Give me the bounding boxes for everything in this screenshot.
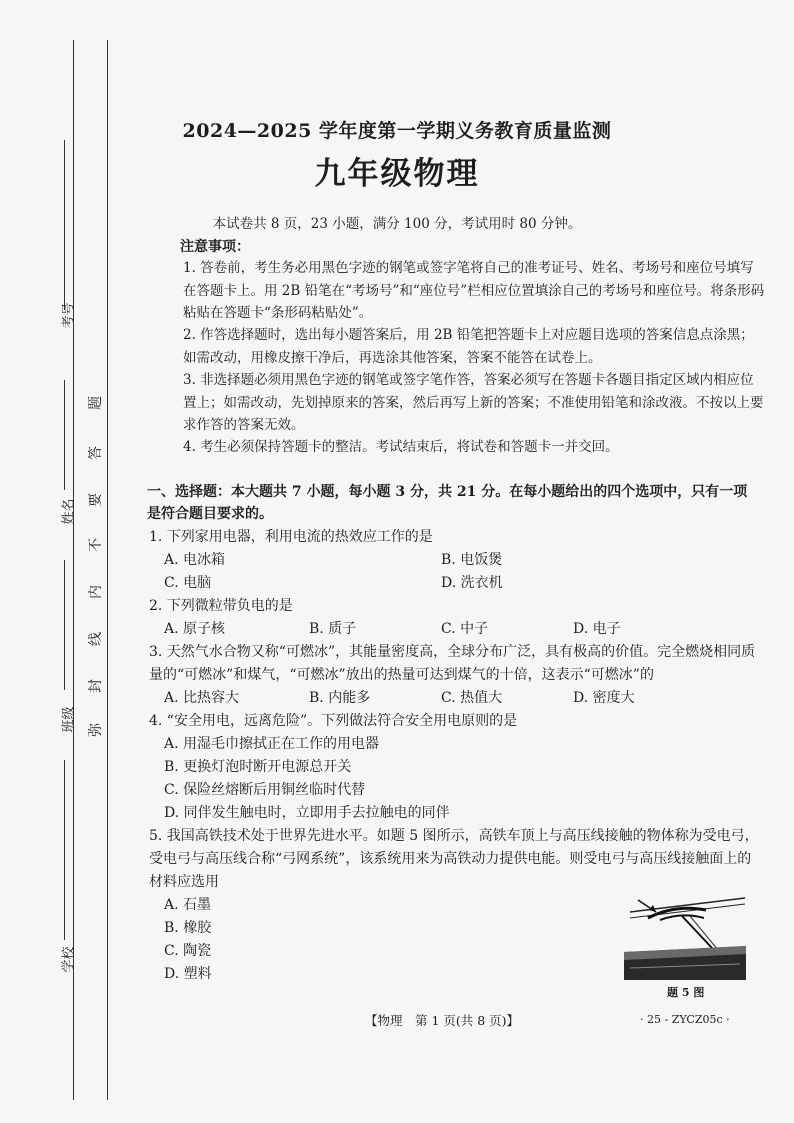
seal-char: 线 [88, 632, 104, 646]
question-3-option-d[interactable]: D. 密度大 [573, 690, 635, 706]
question-4-option-d[interactable]: D. 同伴发生触电时，立即用手去拉触电的同伴 [164, 805, 450, 821]
question-5-stem: 5. 我国高铁技术处于世界先进水平。如题 5 图所示，高铁车顶上与高压线接触的物体称为受电弓，受电弓与高压线合称“弓网系统”，该系统用来为高铁动力提供电能。则受电弓与高压线接触面上的材料应选用 [149, 828, 759, 890]
seal-char: 答 [88, 446, 104, 460]
question-4-option-a[interactable]: A. 用湿毛巾擦拭正在工作的用电器 [164, 736, 380, 752]
question-3-stem: 3. 天然气水合物又称“可燃冰”，其能量密度高，全球分布广泛，具有极高的价值。完全燃烧相同质量的“可燃冰”和煤气，“可燃冰”放出的热量可达到煤气的十倍，这表示“可燃冰”的 [149, 644, 756, 683]
question-2-stem: 2. 下列微粒带负电的是 [149, 598, 293, 614]
notice-item-4: 4. 考生必须保持答题卡的整洁。考试结束后，将试卷和答题卡一并交回。 [183, 439, 619, 455]
notice-heading: 注意事项： [180, 239, 250, 255]
question-5-option-d[interactable]: D. 塑料 [164, 966, 212, 982]
exam-title: 2024—2025 学年度第一学期义务教育质量监测 [182, 120, 612, 142]
notice-item-3: 3. 非选择题必须用黑色字迹的钢笔或签字笔作答，答案必须写在答题卡各题目指定区域内相应位置上；如需改动，先划掉原来的答案，然后再写上新的答案；不准使用铅笔和涂改液。不按以上要求作答的答案无效。 [183, 372, 764, 433]
question-1-stem: 1. 下列家用电器，利用电流的热效应工作的是 [149, 529, 433, 545]
field-label-name: 姓名 [61, 498, 77, 525]
question-1-option-d[interactable]: D. 洗衣机 [441, 575, 503, 591]
question-5-option-b[interactable]: B. 橡胶 [164, 920, 212, 936]
question-4-stem: 4. “安全用电，远离危险”。下列做法符合安全用电原则的是 [149, 713, 518, 729]
question-3-option-a[interactable]: A. 比热容大 [164, 690, 240, 706]
notice-item-2: 2. 作答选择题时，选出每小题答案后，用 2B 铅笔把答题卡上对应题目选项的答案信息点涂黑；如需改动，用橡皮擦干净后，再选涂其他答案，答案不能答在试卷上。 [183, 327, 754, 366]
pantograph-figure [620, 890, 750, 982]
margin-line-outer [73, 40, 74, 1100]
seal-char: 弥 [88, 723, 104, 737]
page-footer: 【物理 第 1 页(共 8 页)】 [365, 1013, 520, 1028]
question-4-option-b[interactable]: B. 更换灯泡时断开电源总开关 [164, 759, 352, 775]
seal-char: 内 [88, 585, 104, 599]
question-3-option-b[interactable]: B. 内能多 [309, 690, 371, 706]
field-label-exam-number: 考号 [61, 302, 77, 329]
field-label-class: 班级 [61, 706, 77, 733]
subject-title: 九年级物理 [314, 156, 480, 192]
notice-item-1: 1. 答卷前，考生务必用黑色字迹的钢笔或签字笔将自己的准考证号、姓名、考场号和座位号填写在答题卡上。用 2B 铅笔在“考场号”和“座位号”栏相应位置填涂自己的考场号和座位号。将条形码粘贴在答题卡“条形码粘贴处”。 [183, 260, 765, 321]
school-line[interactable] [64, 760, 65, 940]
paper-code: · 25 - ZYCZ05c · [640, 1013, 730, 1026]
question-2-option-b[interactable]: B. 质子 [309, 621, 357, 637]
question-3-option-c[interactable]: C. 热值大 [441, 690, 503, 706]
field-label-school: 学校 [61, 946, 77, 973]
seal-char: 封 [88, 679, 104, 693]
question-1-option-c[interactable]: C. 电脑 [164, 575, 212, 591]
question-5-option-a[interactable]: A. 石墨 [164, 897, 212, 913]
question-2-option-a[interactable]: A. 原子核 [164, 621, 226, 637]
question-2-option-c[interactable]: C. 中子 [441, 621, 489, 637]
section-heading: 一、选择题：本大题共 7 小题，每小题 3 分，共 21 分。在每小题给出的四个选项中，只有一项是符合题目要求的。 [147, 484, 748, 522]
class-line[interactable] [64, 560, 65, 690]
margin-line-inner [107, 40, 108, 1100]
question-2-option-d[interactable]: D. 电子 [573, 621, 621, 637]
name-line[interactable] [64, 380, 65, 490]
seal-char: 不 [88, 538, 104, 552]
exam-intro: 本试卷共 8 页，23 小题，满分 100 分，考试用时 80 分钟。 [212, 216, 582, 232]
figure-caption: 题 5 图 [667, 986, 705, 999]
question-1-option-a[interactable]: A. 电冰箱 [164, 552, 226, 568]
seal-char: 要 [88, 493, 104, 507]
question-5-option-c[interactable]: C. 陶瓷 [164, 943, 212, 959]
overhead-wire [630, 898, 745, 912]
seal-char: 题 [88, 396, 104, 410]
question-1-option-b[interactable]: B. 电饭煲 [441, 552, 503, 568]
question-4-option-c[interactable]: C. 保险丝熔断后用铜丝临时代替 [164, 782, 366, 798]
